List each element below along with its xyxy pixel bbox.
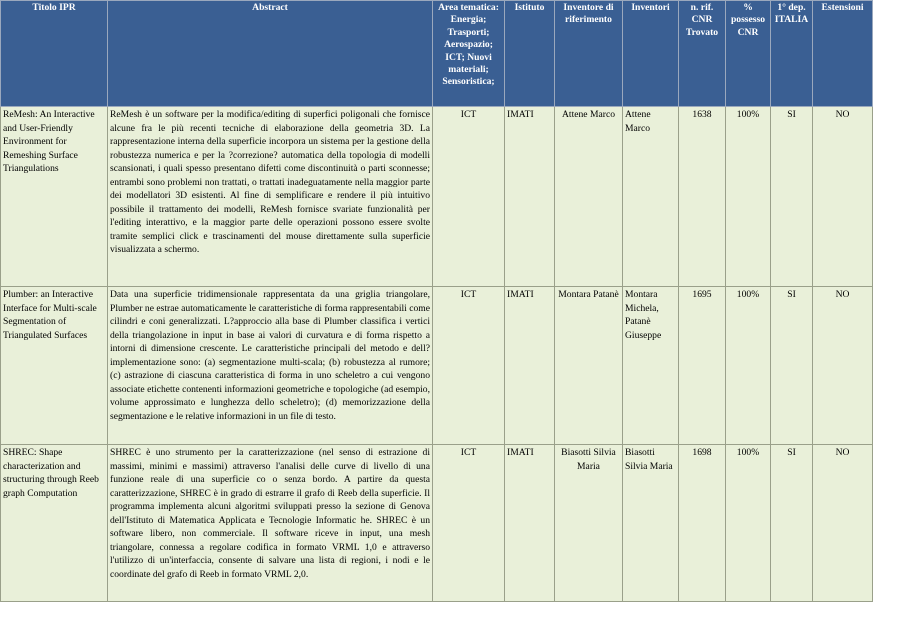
header-istituto: Istituto — [505, 1, 555, 107]
cell-possesso: 100% — [726, 445, 771, 602]
cell-dep-italia: SI — [771, 445, 813, 602]
cell-title: Plumber: an Interactive Interface for Multi-scale Segmentation of Triangulated Surfaces — [1, 287, 108, 445]
cell-title: SHREC: Shape characterization and structuring through Reeb graph Computation — [1, 445, 108, 602]
table-body — [1, 107, 873, 602]
cell-inventore-rif: Biasotti Silvia Maria — [555, 445, 623, 602]
cell-abstract: ReMesh è un software per la modifica/editing di superfici poligonali che fornisce alcune fra le più recenti tecniche di elaborazione della geometria 3D. La rappresentazione interna della superficie incorpora un sistema per la gestione della robustezza numerica e per la ?correzione? automatica della topologia di modelli scansionati, i quali spesso presentano difetti come discontinuità o parti sconnesse; entrambi sono problemi non trattati, o trattati inadeguatamente nella maggior parte dei modellatori 3D esistenti. Al fine di semplificare e rendere il più intuitivo possibile il trattamento dei modelli, ReMesh fornisce svariate funzionalità per l'editing interattivo, e la maggior parte delle operazioni possono essere svolte tramite semplici click e trascinamenti del mouse direttamente sulla superficie visualizzata a schermo. — [108, 107, 433, 287]
cell-area: ICT — [433, 107, 505, 287]
table-row — [1, 107, 873, 287]
header-row — [1, 1, 873, 107]
cell-estensioni: NO — [813, 107, 873, 287]
cell-abstract: SHREC è uno strumento per la caratterizzazione (nel senso di estrazione di massimi, minimi e massimi) attraverso l'analisi delle curve di livello di una funzione reale di una superficie co o senza bordo. A partire da questa caratterizzazione, SHREC è in grado di estrarre il grafo di Reeb della superficie. Il programma implementa alcuni algoritmi sviluppati presso la sezione di Genova dell'Istituto di Matematica Applicata e Tecnologie Informatic he. SHREC è un software libero, non commerciale. Il software riceve in input, una mesh triangolare, connessa a regolare codifica in formato VRML 1,0 e attraverso l'utilizzo di un'interfaccia, consente di salvare una lista di regioni, i nodi e le coordinate del grafo di Reeb in formato VRML 2,0. — [108, 445, 433, 602]
cell-possesso: 100% — [726, 287, 771, 445]
cell-area: ICT — [433, 287, 505, 445]
header-titolo-ipr: Titolo IPR — [1, 1, 108, 107]
cell-inventore-rif: Montara Patanè — [555, 287, 623, 445]
header-abstract: Abstract — [108, 1, 433, 107]
cell-title: ReMesh: An Interactive and User-Friendly Environment for Remeshing Surface Triangulations — [1, 107, 108, 287]
cell-n-rif: 1638 — [679, 107, 726, 287]
cell-inventori: Montara Michela, Patanè Giuseppe — [623, 287, 679, 445]
cell-area: ICT — [433, 445, 505, 602]
header-inventori: Inventori — [623, 1, 679, 107]
cell-inventori: Biasotti Silvia Maria — [623, 445, 679, 602]
header-area-tematica: Area tematica: Energia; Trasporti; Aerospazio; ICT; Nuovi materiali; Sensoristica; — [433, 1, 505, 107]
cell-estensioni: NO — [813, 287, 873, 445]
cell-istituto: IMATI — [505, 445, 555, 602]
cell-istituto: IMATI — [505, 287, 555, 445]
cell-istituto: IMATI — [505, 107, 555, 287]
cell-abstract: Data una superficie tridimensionale rappresentata da una griglia triangolare, Plumber ne estrae automaticamente le caratteristiche di forma rappresentabili come cilindri e coni generalizzati. L?approccio alla base di Plumber classifica i vertici della triangolazione in input in base ai valori di curvatura e di forma rispetto a intorni di dimensione crescente. Le caratteristiche principali del metodo e dell?implementazione sono: (a) segmentazione multi-scala; (b) robustezza al rumore; (c) astrazione di ciascuna caratteristica di forma in uno scheletro a cui vengono associate etichette contenenti informazioni geometriche e topologiche (ad esempio, volume approssimato e lunghezza dello scheletro); (d) memorizzazione della segmentazione e le relative informazioni in un file di testo. — [108, 287, 433, 445]
table-row — [1, 445, 873, 602]
header-possesso: % possesso CNR — [726, 1, 771, 107]
header-estensioni: Estensioni — [813, 1, 873, 107]
cell-inventori: Attene Marco — [623, 107, 679, 287]
table-row — [1, 287, 873, 445]
header-inventore-riferimento: Inventore di riferimento — [555, 1, 623, 107]
cell-estensioni: NO — [813, 445, 873, 602]
cell-dep-italia: SI — [771, 287, 813, 445]
table-header — [1, 1, 873, 107]
cell-inventore-rif: Attene Marco — [555, 107, 623, 287]
header-dep-italia: 1° dep. ITALIA — [771, 1, 813, 107]
cell-dep-italia: SI — [771, 107, 813, 287]
cell-n-rif: 1698 — [679, 445, 726, 602]
header-n-rif: n. rif. CNR Trovato — [679, 1, 726, 107]
cell-possesso: 100% — [726, 107, 771, 287]
cell-n-rif: 1695 — [679, 287, 726, 445]
